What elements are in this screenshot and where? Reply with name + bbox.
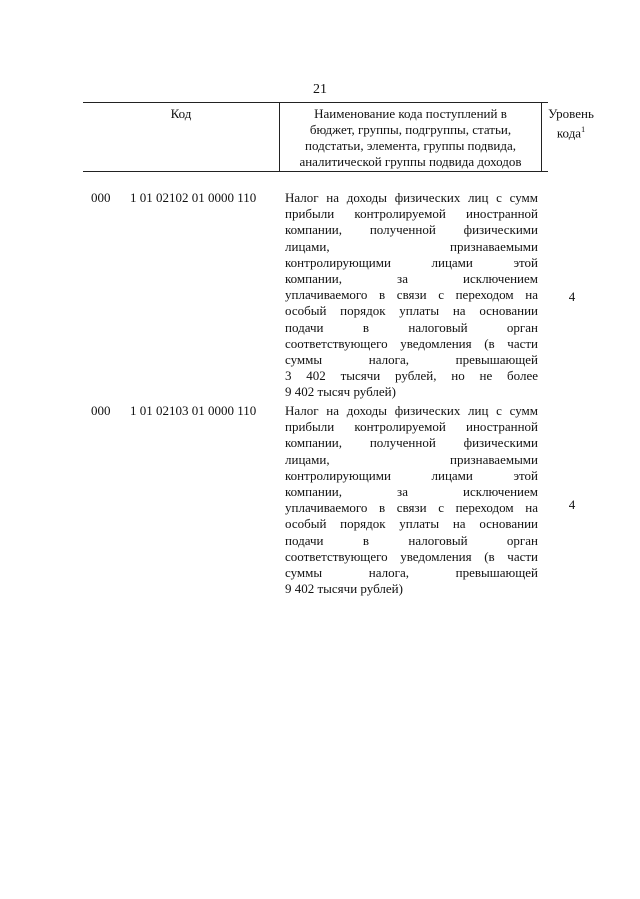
row-name-line: особый порядок уплаты на основании xyxy=(285,516,538,532)
row-level: 4 xyxy=(568,497,576,512)
header-name-line: Наименование кода поступлений в xyxy=(314,106,507,121)
row-name-line: уплачиваемого в связи с переходом на xyxy=(285,287,538,303)
row-name-line: Налог на доходы физических лиц с сумм xyxy=(285,190,538,205)
row-name-line: Налог на доходы физических лиц с сумм xyxy=(285,403,538,418)
header-level-line: Уровень xyxy=(548,106,594,121)
row-code: 1 01 02102 01 0000 110 xyxy=(130,190,257,205)
header-name xyxy=(280,106,541,170)
header-level xyxy=(542,106,600,141)
row-name-line: компании, за исключением xyxy=(285,484,538,500)
row-prefix: 000 xyxy=(91,403,111,418)
header-name-line: аналитической группы подвида доходов xyxy=(299,154,522,169)
page-number: 21 xyxy=(313,82,327,97)
header-name-line: подстатьи, элемента, группы подвида, xyxy=(305,138,516,153)
row-name-line: компании, полученной физическими xyxy=(285,435,538,451)
row-name-line: подачи в налоговый орган xyxy=(285,319,538,335)
row-name-line: уплачиваемого в связи с переходом на xyxy=(285,500,538,516)
row-name-line: лицами, признаваемыми xyxy=(285,451,538,467)
row-prefix: 000 xyxy=(91,190,111,205)
header-code: Код xyxy=(170,106,192,121)
row-name-line: соответствующего уведомления (в части xyxy=(285,548,538,564)
row-name-line: прибыли контролируемой иностранной xyxy=(285,419,538,435)
row-name-line: соответствующего уведомления (в части xyxy=(285,335,538,351)
row-name-line: лицами, признаваемыми xyxy=(285,238,538,254)
header-name-line: бюджет, группы, подгруппы, статьи, xyxy=(309,122,512,137)
row-name-line: прибыли контролируемой иностранной xyxy=(285,206,538,222)
row-name-line: суммы налога, превышающей xyxy=(285,565,538,581)
row-name-line: компании, за исключением xyxy=(285,271,538,287)
row-code: 1 01 02103 01 0000 110 xyxy=(130,403,257,418)
row-name xyxy=(285,190,538,401)
row-name-line: 3 402 тысячи рублей, но не более xyxy=(285,368,538,384)
footnote-marker: 1 xyxy=(581,125,586,134)
row-name-line: компании, полученной физическими xyxy=(285,222,538,238)
row-name xyxy=(285,403,538,597)
row-name-line: особый порядок уплаты на основании xyxy=(285,303,538,319)
row-name-line: контролирующими лицами этой xyxy=(285,467,538,483)
row-name-line: контролирующими лицами этой xyxy=(285,254,538,270)
row-name-line: 9 402 тысяч рублей) xyxy=(285,384,396,400)
header-level-line: кода$^1$ xyxy=(556,125,586,141)
table-header xyxy=(83,102,594,172)
row-level: 4 xyxy=(568,289,576,304)
row-name-line: суммы налога, превышающей xyxy=(285,352,538,368)
row-name-line: 9 402 тысячи рублей) xyxy=(285,581,403,597)
row-name-line: подачи в налоговый орган xyxy=(285,532,538,548)
